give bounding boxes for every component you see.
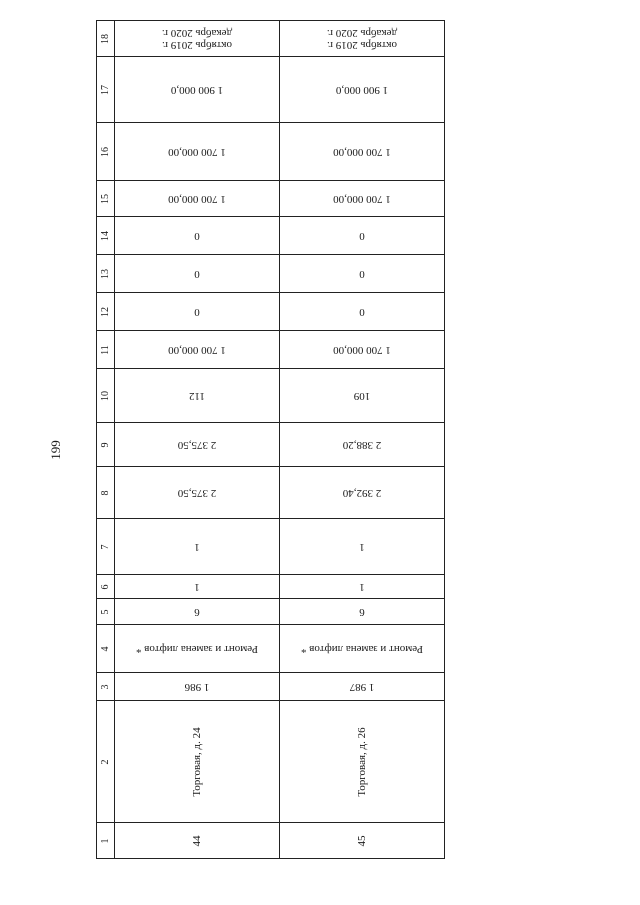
cell-value: 6 — [194, 605, 200, 618]
value-cell — [115, 519, 280, 575]
value-cell — [280, 181, 445, 217]
column-number: 9 — [99, 442, 111, 447]
address-cell — [280, 701, 445, 823]
table-row-col-3 — [97, 673, 445, 701]
cell-value: 1 700 000,00 — [333, 343, 391, 356]
cell-value: 1 900 000,0 — [170, 83, 224, 96]
year-cell — [280, 673, 445, 701]
column-number-cell — [97, 625, 115, 673]
column-number-cell — [97, 369, 115, 423]
cell-value: 2 375,50 — [177, 438, 217, 451]
column-number: 5 — [99, 609, 111, 614]
cell-value: 1 900 000,0 — [335, 83, 389, 96]
column-number: 8 — [99, 490, 111, 495]
table-row-col-9 — [97, 423, 445, 467]
cell-value: 0 — [194, 267, 200, 280]
work-type-value: Ремонт и замена лифтов * — [135, 642, 259, 655]
table-row-col-7 — [97, 519, 445, 575]
table-row-col-2 — [97, 701, 445, 823]
build-year-value: 1 986 — [184, 680, 210, 693]
table-row-col-1 — [97, 823, 445, 859]
cell-value: 2 392,40 — [342, 486, 382, 499]
value-cell — [280, 519, 445, 575]
column-number: 15 — [99, 193, 111, 204]
value-cell — [115, 181, 280, 217]
column-number: 7 — [99, 544, 111, 549]
page-number: 199 — [48, 440, 63, 460]
address-cell — [115, 701, 280, 823]
column-number-cell — [97, 423, 115, 467]
address-value: Торговая, д. 24 — [191, 726, 203, 797]
column-number-cell — [97, 331, 115, 369]
cell-value: 109 — [353, 389, 371, 402]
column-number-cell — [97, 519, 115, 575]
row-number-value: 45 — [356, 835, 368, 846]
table-row-col-14 — [97, 217, 445, 255]
column-number-cell — [97, 123, 115, 181]
table-row-col-13 — [97, 255, 445, 293]
work-type-cell — [115, 625, 280, 673]
table-row-col-12 — [97, 293, 445, 331]
cell-value: 1 700 000,00 — [168, 192, 226, 205]
cell-value: 1 — [194, 580, 200, 593]
cell-value: 2 388,20 — [342, 438, 382, 451]
cell-value: 1 — [359, 540, 365, 553]
value-cell — [115, 467, 280, 519]
value-cell — [115, 423, 280, 467]
value-cell — [280, 423, 445, 467]
column-number: 14 — [99, 230, 111, 241]
cell-value: 0 — [194, 229, 200, 242]
column-number-cell — [97, 293, 115, 331]
column-number: 10 — [99, 390, 111, 401]
cell-value: 1 700 000,00 — [333, 192, 391, 205]
period-start: октябрь 2019 г. — [161, 38, 233, 51]
column-number: 11 — [99, 344, 111, 355]
value-cell — [280, 57, 445, 123]
value-cell — [280, 467, 445, 519]
period-cell — [115, 21, 280, 57]
column-number: 4 — [99, 646, 111, 651]
column-number-cell — [97, 57, 115, 123]
value-cell — [115, 57, 280, 123]
column-number: 1 — [99, 838, 111, 843]
period-end: декабрь 2020 г. — [161, 26, 233, 39]
column-number: 12 — [99, 306, 111, 317]
cell-value: 6 — [359, 605, 365, 618]
build-year-value: 1 987 — [349, 680, 375, 693]
cell-value: 1 700 000,00 — [168, 343, 226, 356]
cell-value: 1 700 000,00 — [168, 145, 226, 158]
period-value — [327, 27, 397, 51]
value-cell — [115, 217, 280, 255]
column-number-cell — [97, 701, 115, 823]
cell-value: 0 — [359, 267, 365, 280]
work-type-value: Ремонт и замена лифтов * — [300, 642, 424, 655]
column-number-cell — [97, 255, 115, 293]
cell-value: 0 — [359, 229, 365, 242]
table-row-col-16 — [97, 123, 445, 181]
period-end: декабрь 2020 г. — [326, 26, 398, 39]
value-cell — [115, 255, 280, 293]
value-cell — [280, 575, 445, 599]
table-row-col-6 — [97, 575, 445, 599]
column-number-cell — [97, 21, 115, 57]
column-number: 6 — [99, 584, 111, 589]
cell-value: 0 — [359, 305, 365, 318]
column-number-cell — [97, 181, 115, 217]
table-row-col-11 — [97, 331, 445, 369]
cell-value: 2 375,50 — [177, 486, 217, 499]
work-type-cell — [280, 625, 445, 673]
table-row-col-10 — [97, 369, 445, 423]
period-value — [162, 27, 232, 51]
table-row-col-4 — [97, 625, 445, 673]
cell-value: 1 700 000,00 — [333, 145, 391, 158]
value-cell — [280, 217, 445, 255]
value-cell — [115, 369, 280, 423]
column-number: 18 — [99, 33, 111, 44]
column-number-cell — [97, 575, 115, 599]
column-number-cell — [97, 599, 115, 625]
value-cell — [115, 331, 280, 369]
row-number-cell — [280, 823, 445, 859]
cell-value: 1 — [194, 540, 200, 553]
column-number: 13 — [99, 268, 111, 279]
value-cell — [115, 123, 280, 181]
table-row-col-15 — [97, 181, 445, 217]
value-cell — [280, 331, 445, 369]
period-start: октябрь 2019 г. — [326, 38, 398, 51]
table-row-col-5 — [97, 599, 445, 625]
column-number: 2 — [99, 759, 111, 764]
table-row-col-17 — [97, 57, 445, 123]
address-value: Торговая, д. 26 — [356, 726, 368, 797]
column-number-cell — [97, 217, 115, 255]
register-table-wrapper — [96, 20, 445, 859]
table-row-col-18 — [97, 21, 445, 57]
value-cell — [115, 293, 280, 331]
table-row-col-8 — [97, 467, 445, 519]
column-number-cell — [97, 467, 115, 519]
column-number-cell — [97, 673, 115, 701]
row-number-value: 44 — [191, 835, 203, 846]
value-cell — [280, 255, 445, 293]
column-number: 16 — [99, 146, 111, 157]
column-number-cell — [97, 823, 115, 859]
cell-value: 112 — [188, 389, 206, 402]
value-cell — [280, 123, 445, 181]
year-cell — [115, 673, 280, 701]
capital-repair-register-table — [96, 20, 445, 859]
cell-value: 1 — [359, 580, 365, 593]
column-number: 3 — [99, 684, 111, 689]
column-number: 17 — [99, 84, 111, 95]
row-number-cell — [115, 823, 280, 859]
value-cell — [115, 575, 280, 599]
value-cell — [280, 369, 445, 423]
value-cell — [280, 599, 445, 625]
period-cell — [280, 21, 445, 57]
cell-value: 0 — [194, 305, 200, 318]
value-cell — [115, 599, 280, 625]
value-cell — [280, 293, 445, 331]
